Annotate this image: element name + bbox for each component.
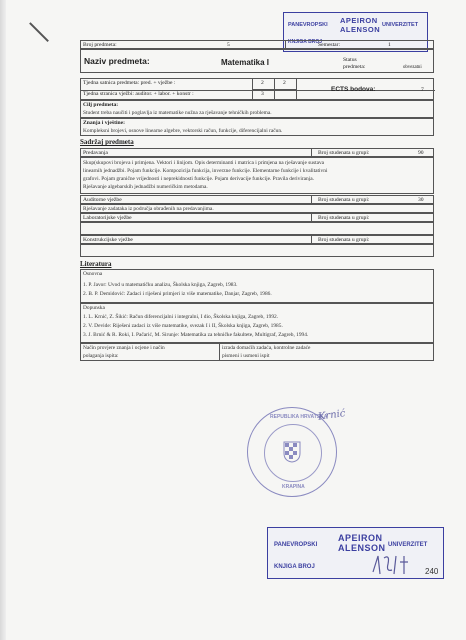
tjedna-satnica-label: Tjedna satnica predmeta: pred. + vježbe : <box>83 80 176 86</box>
row-znanja <box>80 118 434 136</box>
row-hours <box>80 78 434 100</box>
signature: Krnić <box>317 408 347 423</box>
vjezbe-value: 2 <box>283 80 286 86</box>
semestar-label: Semestar: <box>318 42 341 48</box>
stamp-knjiga-text: KNJIGA BROJ <box>288 39 322 45</box>
provjera-label-2: polaganja ispita: <box>83 353 119 359</box>
row-lab-text <box>80 222 434 235</box>
cilj-title: Cilj predmeta: <box>83 102 119 108</box>
dopunska-item: 1. L. Krnić, Z. Šikić: Račun diferencijalni i integralni, I dio, Školska knjiga, Zagreb, 1992. <box>83 314 279 320</box>
znanja-text: Kompleksni brojevi, osnove linearne algebre, vektorski račun, funkcije, diferencijalni račun. <box>83 128 283 134</box>
dopunska-item: 3. J. Brnić & R. Roki, I. Pačarić, M. Sirunje: Matematika za tehničke fakultete, Multigraf, Zagreb, 1994. <box>83 332 309 338</box>
lab-count-label: Broj studenata u grupi: <box>318 215 370 221</box>
page-number: 240 <box>425 567 439 576</box>
dopunska-label: Dopunska <box>83 305 105 311</box>
osnovna-label: Osnovna <box>83 271 103 277</box>
handwritten-number <box>370 552 410 578</box>
dopunska-item: 2. V. Devide: Riješeni zadaci iz više matematike, svezak I i II, Školska knjiga, Zagreb, 1985. <box>83 323 283 329</box>
row-provjera <box>80 343 434 361</box>
row-predavanja <box>80 148 434 157</box>
sadrzaj-text-2: linearnih jednadžbi. Pojam funkcije. Kompozicija funkcija, inverzne funkcije. Elementarne funkcije i kvalitativni <box>83 168 328 174</box>
sadrzaj-text-1: Skup(skupovi brojeva i primjena. Vektori i linijom. Opis determinanti i matrica i primjena na rješavanje sustava <box>83 160 325 166</box>
stamp-left-text: PANEVROPSKI <box>288 22 328 28</box>
provjera-label-1: Način provjere znanja i ocjene i način <box>83 345 165 351</box>
row-auditorne-text <box>80 204 434 213</box>
stamp-logo-line1: APEIRON <box>338 533 383 543</box>
lab-label: Laboratorijske vježbe <box>83 215 132 221</box>
pen-mark <box>29 22 48 41</box>
ects-label: ECTS bodova: <box>331 86 376 93</box>
cilj-text: Student treba naučiti i poglavlja iz matematike nužna za rješavanje tehničkih problema. <box>83 110 272 116</box>
konstr-count-label: Broj studenata u grupi: <box>318 237 370 243</box>
bottom-stamp <box>267 527 444 579</box>
stamp-knjiga-text: KNJIGA BROJ <box>274 564 315 570</box>
konstr-label: Konstrukcijske vježbe <box>83 237 133 243</box>
stamp-logo-line2: ALENSON <box>338 543 386 553</box>
osnovna-item: 2. B. P. Demidović: Zadaci i riješeni primjeri iz više matematike, Danjar, Zagreb, 1986. <box>83 291 272 297</box>
predavanja-count: 90 <box>418 150 424 156</box>
auditorne-count: 30 <box>418 197 424 203</box>
auditor-value: 3 <box>261 91 264 97</box>
stamp-logo-line1: APEIRON <box>340 16 378 25</box>
tjedna-stranica-label: Tjedna stranica vježbi: auditor. + labor. + konstr : <box>83 91 194 97</box>
znanja-title: Znanja i vještine: <box>83 120 125 126</box>
literatura-dopunska-box <box>80 303 434 343</box>
sadrzaj-text-4: Rješavanje algebarskih jednadžbi numeričkim metodama. <box>83 184 208 190</box>
seal-bottom-text: KRAPINA <box>282 484 305 490</box>
literatura-osnovna-box <box>80 269 434 303</box>
row-konstr-text <box>80 244 434 257</box>
pred-value: 2 <box>261 80 264 86</box>
auditorne-count-label: Broj studenata u grupi: <box>318 197 370 203</box>
stamp-logo-line2: ALENSON <box>340 25 381 34</box>
naziv-label: Naziv predmeta: <box>84 56 150 66</box>
auditorne-text: Rješavanje zadataka iz područja obrađenih na predavanjima. <box>83 206 214 212</box>
ects-value: 7 <box>421 87 424 93</box>
row-lab <box>80 213 434 222</box>
row-broj-semestar <box>80 40 434 49</box>
broj-predmeta-value: 5 <box>227 42 230 48</box>
status-label-2: predmeta: <box>343 64 366 70</box>
predavanja-label: Predavanja <box>83 150 108 156</box>
auditorne-label: Auditorne vježbe <box>83 197 122 203</box>
row-predavanja-text <box>80 157 434 194</box>
row-naziv <box>80 49 434 73</box>
provjera-value-1: izrada domaćih zadaća, kontrolne zadaće <box>222 345 311 351</box>
row-auditorne <box>80 195 434 204</box>
stamp-left-text: PANEVROPSKI <box>274 542 318 548</box>
predavanja-count-label: Broj studenata u grupi: <box>318 150 370 156</box>
seal-top-text: REPUBLIKA HRVATSKA <box>270 414 328 420</box>
coat-of-arms-icon <box>283 441 301 463</box>
status-label: Status <box>343 57 357 63</box>
provjera-value-2: pismeni i usmeni ispit <box>222 353 270 359</box>
row-cilj <box>80 100 434 118</box>
naziv-value: Matematika I <box>221 58 270 67</box>
sadrzaj-title: Sadržaj predmeta <box>80 138 134 146</box>
osnovna-item: 1. P. Javor: Uvod u matematičku analizu, Školska knjiga, Zagreb, 1983. <box>83 282 238 288</box>
semestar-value: 1 <box>388 42 391 48</box>
scan-edge <box>0 0 6 640</box>
stamp-right-text: UNIVERZITET <box>382 22 419 28</box>
literatura-title: Literatura <box>80 260 112 268</box>
broj-predmeta-label: Broj predmeta: <box>83 42 117 48</box>
row-konstr <box>80 235 434 244</box>
status-value: obvezatni <box>403 65 422 70</box>
stamp-right-text: UNIVERZITET <box>388 542 428 548</box>
sadrzaj-text-3: grafovi. Pojam granične vrijednosti i neprekidnosti funkcije. Pojam derivacije funkcije. Pravila deriviranja. <box>83 176 314 182</box>
